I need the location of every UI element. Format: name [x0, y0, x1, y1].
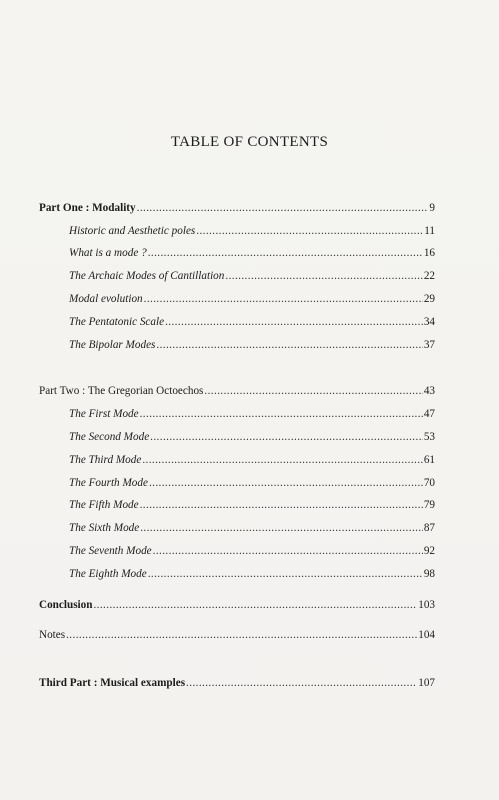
toc-entry-page: 103	[418, 599, 435, 611]
page-title: TABLE OF CONTENTS	[170, 134, 329, 150]
dot-leader	[165, 314, 423, 330]
toc-entry-notes	[39, 627, 435, 643]
toc-entry-third-part	[39, 675, 435, 691]
toc-entry	[69, 566, 435, 582]
dot-leader	[225, 268, 422, 284]
toc-entry-page: 104	[418, 629, 435, 641]
toc-entry-label: The Eighth Mode	[69, 568, 147, 580]
toc-entry-page: 98	[423, 568, 435, 580]
toc-entry-label: What is a mode ?	[69, 247, 147, 259]
toc-entry	[69, 475, 435, 491]
toc-entry	[69, 520, 435, 536]
toc-entry-label: The Third Mode	[69, 454, 142, 466]
dot-leader	[148, 245, 423, 261]
dot-leader	[93, 597, 417, 613]
toc-entry-label: The Second Mode	[69, 431, 150, 443]
toc-entry-page: 11	[424, 225, 435, 237]
toc-entry-page: 43	[423, 385, 435, 397]
toc-entry-label: Historic and Aesthetic poles	[69, 225, 196, 237]
toc-entry-label: Part Two : The Gregorian Octoechos	[39, 385, 204, 397]
dot-leader	[140, 406, 423, 422]
toc-entry-page: 22	[423, 270, 435, 282]
toc-entry-label: Modal evolution	[69, 293, 143, 305]
dot-leader	[148, 566, 423, 582]
dot-leader	[156, 337, 422, 353]
toc-entry-label: The Sixth Mode	[69, 522, 140, 534]
toc-entry-page: 79	[423, 499, 435, 511]
toc-entry	[69, 337, 435, 353]
toc-entry	[69, 268, 435, 284]
toc-entry-label: The Pentatonic Scale	[69, 316, 165, 328]
toc-entry	[69, 245, 435, 261]
toc-entry-part-two	[39, 383, 435, 399]
toc-entry	[69, 314, 435, 330]
toc-entry-page: 87	[423, 522, 435, 534]
toc-entry	[69, 291, 435, 307]
toc-entry-label: The Archaic Modes of Cantillation	[69, 270, 225, 282]
toc-entry-page: 37	[423, 339, 435, 351]
dot-leader	[140, 497, 423, 513]
dot-leader	[150, 429, 423, 445]
dot-leader	[140, 520, 423, 536]
toc-entry-page: 107	[418, 677, 435, 689]
toc-entry-label: Part One : Modality	[39, 202, 136, 214]
toc-entry-page: 70	[423, 477, 435, 489]
toc-entry	[69, 223, 435, 239]
toc-entry	[69, 406, 435, 422]
toc-entry-label: The First Mode	[69, 408, 139, 420]
toc-entry-page: 47	[423, 408, 435, 420]
dot-leader	[66, 627, 417, 643]
toc-entry-label: The Seventh Mode	[69, 545, 152, 557]
dot-leader	[149, 475, 423, 491]
toc-entry-page: 9	[429, 202, 435, 214]
toc-entry	[69, 429, 435, 445]
toc-entry-page: 92	[423, 545, 435, 557]
toc-entry	[69, 497, 435, 513]
dot-leader	[142, 452, 423, 468]
toc-entry	[69, 543, 435, 559]
toc-entry-label: Notes	[39, 629, 66, 641]
toc-entry-label: Conclusion	[39, 599, 93, 611]
toc-entry-label: The Fourth Mode	[69, 477, 148, 489]
dot-leader	[153, 543, 423, 559]
toc-entry	[69, 452, 435, 468]
toc-entry-page: 53	[423, 431, 435, 443]
toc-entry-page: 16	[423, 247, 435, 259]
toc-entry-label: The Fifth Mode	[69, 499, 139, 511]
dot-leader	[196, 223, 423, 239]
dot-leader	[144, 291, 423, 307]
toc-entry-conclusion	[39, 597, 435, 613]
toc-entry-page: 29	[423, 293, 435, 305]
dot-leader	[137, 200, 429, 216]
toc-entry-page: 61	[423, 454, 435, 466]
toc-entry-page: 34	[423, 316, 435, 328]
dot-leader	[204, 383, 422, 399]
toc-entry-part-one	[39, 200, 435, 216]
toc-entry-label: The Bipolar Modes	[69, 339, 156, 351]
dot-leader	[186, 675, 417, 691]
toc-entry-label: Third Part : Musical examples	[39, 677, 186, 689]
